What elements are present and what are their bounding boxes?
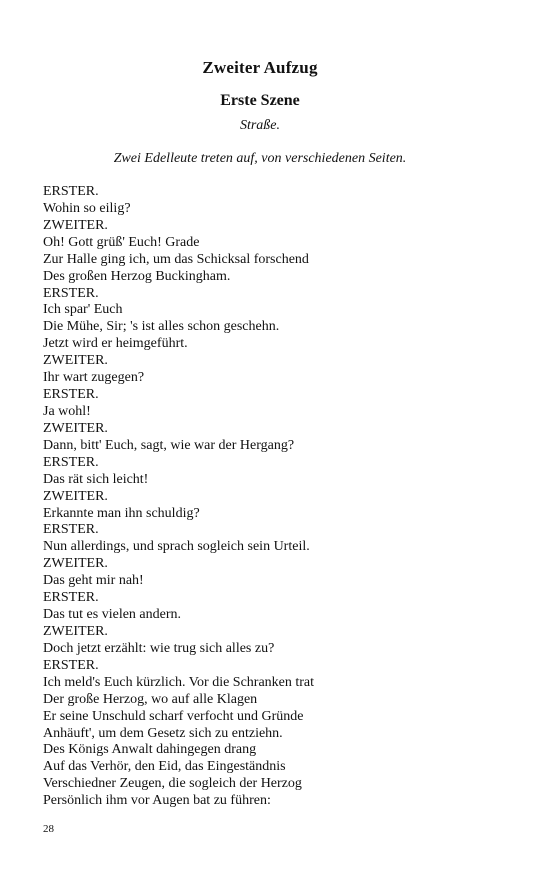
speaker-name: ZWEITER. [43,623,108,639]
dialogue-line: Anhäuft', um dem Gesetz sich zu entziehn. [43,725,283,741]
speaker-name: ZWEITER. [43,420,108,436]
dialogue-line: Ich meld's Euch kürzlich. Vor die Schranken trat [43,674,315,690]
speaker-name: ERSTER. [43,522,99,538]
scene-location: Straße. [239,118,281,133]
dialogue-line: Zur Halle ging ich, um das Schicksal forschend [43,251,309,267]
dialogue-line: Erkannte man ihn schuldig? [43,505,200,521]
dialogue-line: Ich spar' Euch [43,302,123,318]
speaker-name: ZWEITER. [43,556,108,572]
dialogue-line: Wohin so eilig? [43,200,131,216]
dialogue-line: Das geht mir nah! [43,573,144,589]
dialogue-line: Das rät sich leicht! [43,471,149,487]
scene-title: Erste Szene [220,92,300,109]
dialogue-line: Doch jetzt erzählt: wie trug sich alles zu? [43,640,275,656]
speaker-name: ZWEITER. [43,488,108,504]
speaker-name: ERSTER. [43,387,99,403]
dialogue-line: Auf das Verhör, den Eid, das Eingeständnis [43,759,286,775]
dialogue-line: Oh! Gott grüß' Euch! Grade [43,234,200,250]
dialogue-lines [43,184,503,810]
dialogue-line: Persönlich ihm vor Augen bat zu führen: [43,793,271,809]
speaker-name: ERSTER. [43,285,99,301]
act-title: Zweiter Aufzug [202,58,318,77]
speaker-name: ERSTER. [43,454,99,470]
dialogue-line: Ihr wart zugegen? [43,370,145,386]
dialogue-line: Nun allerdings, und sprach sogleich sein Urteil. [43,539,310,555]
dialogue-line: Jetzt wird er heimgeführt. [43,336,188,352]
dialogue-line: Dann, bitt' Euch, sagt, wie war der Hergang? [43,437,295,453]
dialogue-line: Verschiedner Zeugen, die sogleich der Herzog [43,776,302,792]
page-number: 28 [43,823,54,835]
dialogue-line: Ja wohl! [43,403,91,419]
dialogue-line: Er seine Unschuld scharf verfocht und Gründe [43,708,304,724]
dialogue-line: Des Königs Anwalt dahingegen drang [43,742,257,758]
dialogue-line: Der große Herzog, wo auf alle Klagen [43,691,258,707]
dialogue-line: Das tut es vielen andern. [43,607,182,623]
speaker-name: ERSTER. [43,184,99,199]
speaker-name: ZWEITER. [43,353,108,369]
dialogue-line: Des großen Herzog Buckingham. [43,268,231,284]
speaker-name: ERSTER. [43,590,99,606]
stage-direction: Zwei Edelleute treten auf, von verschiedenen Seiten. [113,151,407,166]
speaker-name: ERSTER. [43,657,99,673]
dialogue-line: Die Mühe, Sir; 's ist alles schon geschehn. [43,319,280,335]
speaker-name: ZWEITER. [43,217,108,233]
